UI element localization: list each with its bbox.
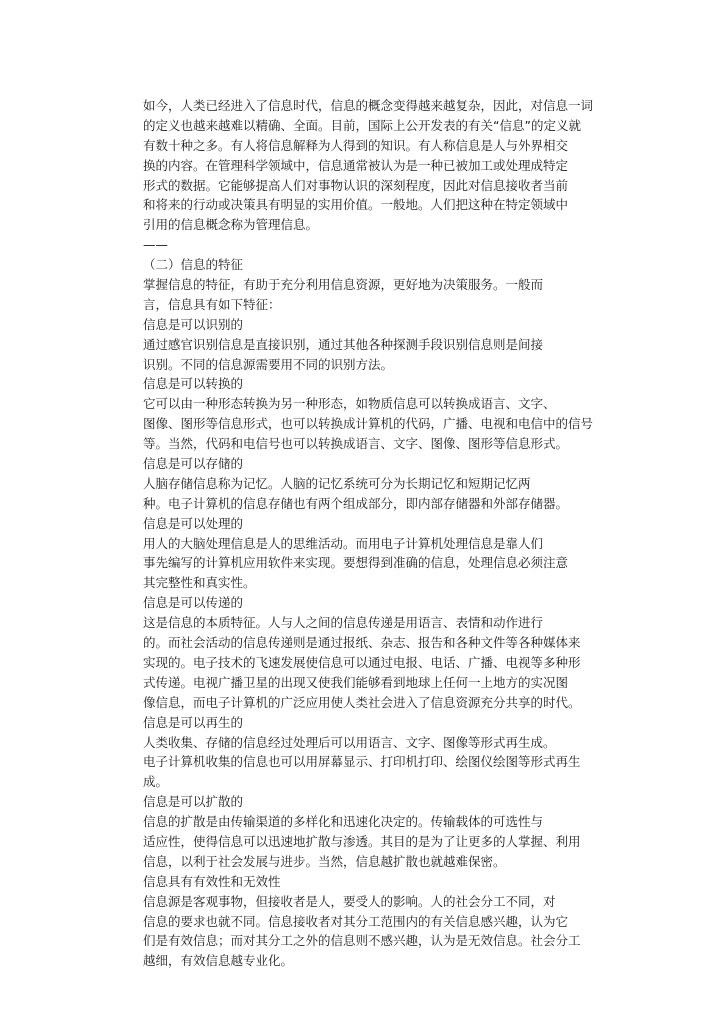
body-line: 其完整性和真实性。 <box>143 575 256 591</box>
feature-heading: 信息是可以再生的 <box>143 714 244 730</box>
body-line: 实现的。电子技术的飞速发展使信息可以通过电报、电话、广播、电视等多种形 <box>143 654 581 670</box>
body-line: 言，信息具有如下特征： <box>143 296 281 312</box>
body-line: 事先编写的计算机应用软件来实现。要想得到准确的信息，处理信息必须注意 <box>143 555 569 571</box>
feature-heading: 信息是可以识别的 <box>143 316 244 332</box>
feature-heading: 信息是可以处理的 <box>143 515 244 531</box>
body-line: 种。电子计算机的信息存储也有两个组成部分，即内部存储器和外部存储器。 <box>143 495 569 511</box>
body-line: 等。当然，代码和电信号也可以转换成语言、文字、图像、图形等信息形式。 <box>143 436 569 452</box>
body-line: 信息源是客观事物，但接收者是人，要受人的影响。人的社会分工不同，对 <box>143 893 556 909</box>
feature-heading: 信息具有有效性和无效性 <box>143 873 281 889</box>
intro-line: 的定义也越来越难以精确、全面。目前，国际上公开发表的有关“信息”的定义就 <box>143 117 581 133</box>
body-line: 式传递。电视广播卫星的出现又使我们能够看到地球上任何一上地方的实况图 <box>143 674 569 690</box>
intro-line: 如今，人类已经进入了信息时代，信息的概念变得越来越复杂，因此，对信息一词 <box>143 98 594 113</box>
intro-line: 形式的数据。它能够提高人们对事物认识的深刻程度，因此对信息接收者当前 <box>143 177 569 193</box>
body-line: 信息，以利于社会发展与进步。当然，信息越扩散也就越难保密。 <box>143 853 506 869</box>
feature-heading: 信息是可以扩散的 <box>143 794 244 810</box>
body-line: 像信息，而电子计算机的广泛应用使人类社会进入了信息资源充分共享的时代。 <box>143 694 581 710</box>
body-line: 人类收集、存储的信息经过处理后可以用语言、文字、图像等形式再生成。 <box>143 734 556 750</box>
body-line: 电子计算机收集的信息也可以用屏幕显示、打印机打印、绘图仪绘图等形式再生 <box>143 754 581 770</box>
divider-dash: —— <box>143 237 168 253</box>
body-line: 通过感官识别信息是直接识别，通过其他各种探测手段识别信息则是间接 <box>143 336 544 352</box>
feature-heading: 信息是可以存储的 <box>143 456 244 472</box>
body-line: 们是有效信息；而对其分工之外的信息则不感兴趣，认为是无效信息。社会分工 <box>143 933 581 949</box>
body-line: 的。而社会活动的信息传递则是通过报纸、杂志、报告和各种文件等各种媒体来 <box>143 635 581 651</box>
body-line: 信息的要求也就不同。信息接收者对其分工范围内的有关信息感兴趣，认为它 <box>143 913 569 929</box>
body-line: 信息的扩散是由传输渠道的多样化和迅速化决定的。传输载体的可选性与 <box>143 814 544 830</box>
intro-line: 换的内容。在管理科学领域中，信息通常被认为是一种已被加工或处理成特定 <box>143 157 569 173</box>
intro-line: 有数十种之多。有人将信息解释为人得到的知识。有人称信息是人与外界相交 <box>143 137 569 153</box>
body-line: 适应性，使得信息可以迅速地扩散与渗透。其目的是为了让更多的人掌握、利用 <box>143 833 581 849</box>
body-line: 图像、图形等信息形式，也可以转换成计算机的代码，广播、电视和电信中的信号 <box>143 416 594 432</box>
body-line: 用人的大脑处理信息是人的思维活动。而用电子计算机处理信息是靠人们 <box>143 535 544 551</box>
body-line: 掌握信息的特征，有助于充分利用信息资源，更好地为决策服务。一般而 <box>143 277 544 293</box>
body-line: 人脑存储信息称为记忆。人脑的记忆系统可分为长期记忆和短期记忆两 <box>143 475 531 491</box>
body-line: 它可以由一种形态转换为另一种形态，如物质信息可以转换成语言、文字、 <box>143 396 556 412</box>
body-line: 成。 <box>143 774 169 790</box>
section-heading: （二）信息的特征 <box>143 257 244 273</box>
body-line: 这是信息的本质特征。人与人之间的信息传递是用语言、表情和动作进行 <box>143 615 544 631</box>
intro-line: 和将来的行动或决策具有明显的实用价值。一般地。人们把这种在特定领域中 <box>143 197 569 213</box>
body-line: 识别。不同的信息源需要用不同的识别方法。 <box>143 356 394 372</box>
document-body <box>143 96 613 971</box>
feature-heading: 信息是可以传递的 <box>143 595 244 611</box>
feature-heading: 信息是可以转换的 <box>143 376 244 392</box>
body-line: 越细，有效信息越专业化。 <box>143 953 294 969</box>
intro-line: 引用的信息概念称为管理信息。 <box>143 217 319 233</box>
